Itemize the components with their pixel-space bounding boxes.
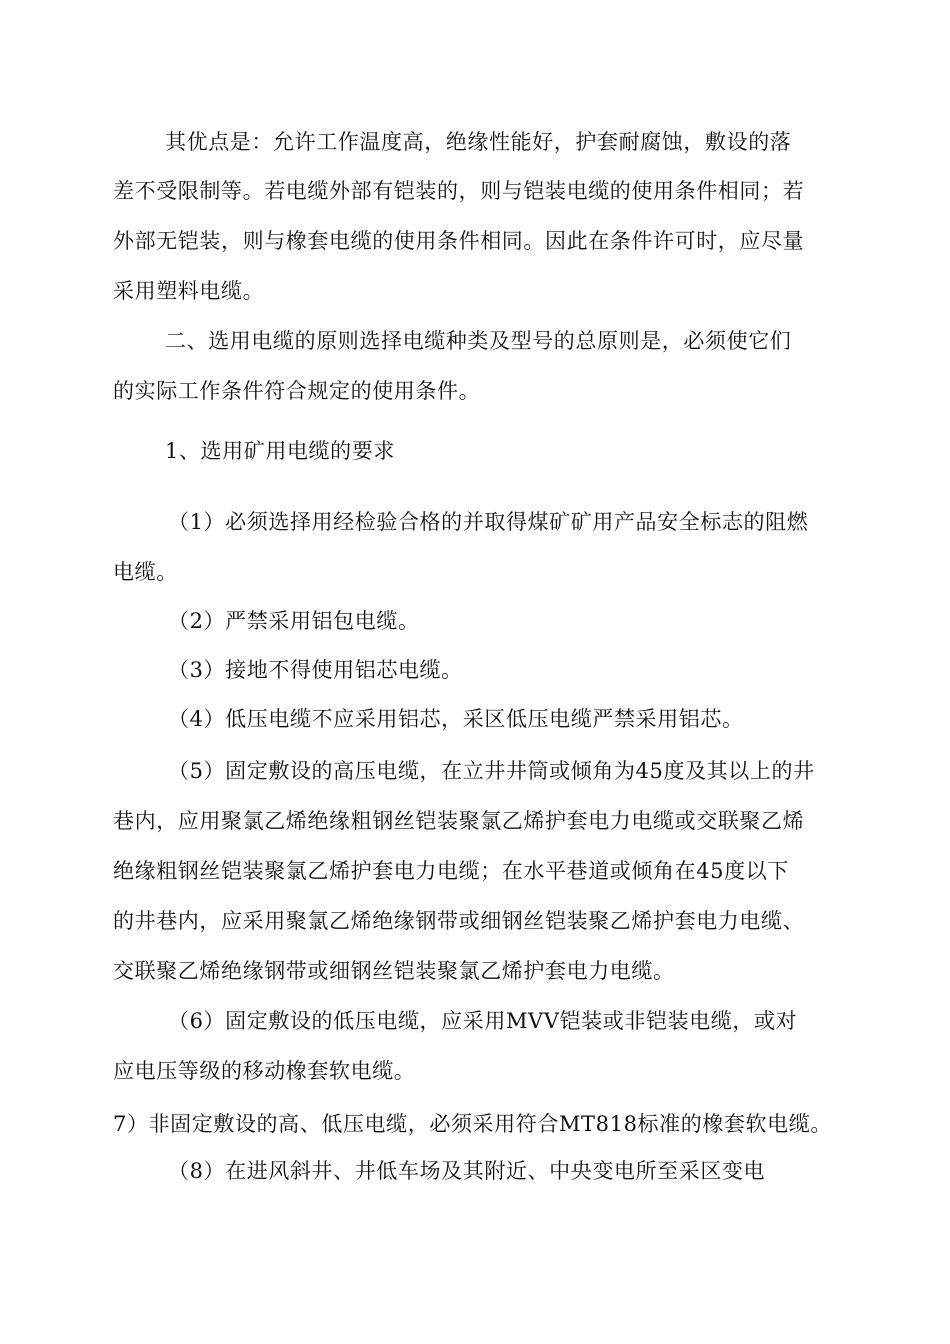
list-item-line: 绝缘粗钢丝铠装聚氯乙烯护套电力电缆；在水平巷道或倾角在45度以下 [113,859,789,883]
paragraph-line: 外部无铠装，则与橡套电缆的使用条件相同。因此在条件许可时，应尽量 [113,229,805,253]
list-item-line: 电缆。 [113,560,178,584]
list-item-line: 巷内，应用聚氯乙烯绝缘粗钢丝铠装聚氯乙烯护套电力电缆或交联聚乙烯 [113,809,805,833]
list-item-line: 应电压等级的移动橡套软电缆。 [113,1059,416,1083]
list-item-line: （3）接地不得使用铝芯电缆。 [168,658,463,682]
paragraph-line: 其优点是：允许工作温度高，绝缘性能好，护套耐腐蚀，敷设的落 [165,130,792,154]
list-item-line: 交联聚乙烯绝缘钢带或细钢丝铠装聚氯乙烯护套电力电缆。 [113,959,675,983]
list-item-line: （4）低压电缆不应采用铝芯，采区低压电缆严禁采用铝芯。 [168,707,744,731]
paragraph-line: 的实际工作条件符合规定的使用条件。 [113,379,481,403]
list-item-line: 的井巷内，应采用聚氯乙烯绝缘钢带或细钢丝铠装聚乙烯护套电力电缆、 [113,909,805,933]
subsection-heading: 1、选用矿用电缆的要求 [165,439,395,463]
list-item-line: 7）非固定敷设的高、低压电缆，必须采用符合MT818标准的橡套软电缆。 [113,1112,832,1136]
paragraph-line: 采用塑料电缆。 [113,279,265,303]
list-item-line: （2）严禁采用铝包电缆。 [168,609,420,633]
list-item-line: （1）必须选择用经检验合格的并取得煤矿矿用产品安全标志的阻燃 [168,510,809,534]
section-heading-line: 二、选用电缆的原则选择电缆种类及型号的总原则是，必须使它们 [165,329,792,353]
list-item-line: （6）固定敷设的低压电缆，应采用MVV铠装或非铠装电缆，或对 [168,1009,798,1033]
list-item-line: （8）在进风斜井、井低车场及其附近、中央变电所至采区变电 [168,1159,766,1183]
list-item-line: （5）固定敷设的高压电缆，在立井井筒或倾角为45度及其以上的井 [168,759,815,783]
paragraph-line: 差不受限制等。若电缆外部有铠装的，则与铠装电缆的使用条件相同；若 [113,179,805,203]
